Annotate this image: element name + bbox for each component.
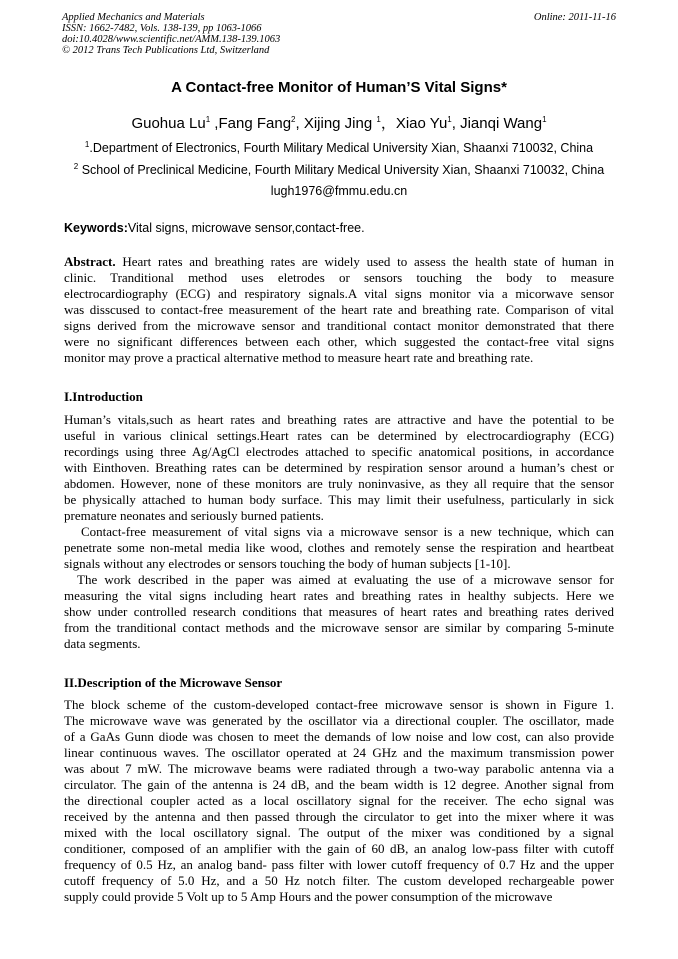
affiliation-2: [0, 162, 678, 178]
text-line: show under controlled research conditions that measures of heart rates and breathing rates derived: [64, 604, 614, 619]
separator: ，: [380, 115, 396, 132]
text-line: recordings using three Ag/AgCl electrodes attached to specific anatomical positions, in accordance: [64, 444, 614, 459]
text-line: circulator. The gain of the antenna is 24 dB, and the beam width is 12 degree. Another signal from: [64, 777, 614, 792]
journal-info: [62, 12, 280, 56]
author-affil-mark: 1: [447, 115, 452, 124]
text-line: useful in various clinical settings.Heart rates can be determined by electrocardiography (ECG): [64, 428, 614, 443]
author-affil-mark: 1: [205, 115, 211, 124]
author-list: [0, 114, 678, 134]
author: Guohua Lu: [131, 115, 206, 132]
text-line: [64, 254, 614, 270]
paper-title: A Contact-free Monitor of Human’S Vital Signs*: [171, 79, 507, 96]
author-affil-mark: 1: [376, 115, 381, 124]
text-line: mixed with the local oscillatory signal. The output of the mixer was conditioned by a signal: [64, 825, 614, 840]
keywords-label: Keywords:: [64, 221, 128, 235]
section2-body: [64, 697, 614, 905]
text-line: be physically attached to human body surface. This may limit their usefulness, particularly in sick: [64, 492, 614, 507]
text-line: signs derived from the microwave sensor and tranditional contact monitor demonstrated that there: [64, 318, 614, 333]
text-line: data segments.: [64, 636, 141, 651]
text-line: was disscused to contact-free measurement of the heart rate and breathing rate. Comparison of vital: [64, 302, 614, 317]
text-line: was about 7 mW. The microwave beams were radiated through a two-way parabolic antenna via a: [64, 761, 614, 776]
author: Fang Fang: [218, 115, 292, 132]
abstract-text: Heart rates and breathing rates are widely used to assess the health state of human in: [115, 254, 614, 269]
journal-name: Applied Mechanics and Materials: [62, 12, 205, 23]
affil-mark: 2: [73, 161, 79, 171]
text-line: were no significant differences between each other, which suggested the contact-free vital signs: [64, 334, 614, 349]
author: Jianqi Wang: [460, 115, 543, 132]
text-line: signals without any electrodes or sensors touching the body of human subjects [1-10].: [64, 556, 511, 571]
author: Xijing Jing: [303, 115, 377, 132]
text-line: premature neonates and seriously burned patients.: [64, 508, 324, 523]
text-line: Human’s vitals,such as heart rates and breathing rates are attractive and have the potential to be: [64, 412, 614, 427]
affil-text: School of Preclinical Medicine, Fourth Military Medical University Xian, Shaanxi 710032, China: [78, 163, 605, 177]
copyright: © 2012 Trans Tech Publications Ltd, Switzerland: [62, 45, 270, 56]
author-affil-mark: 1: [542, 115, 547, 124]
separator: ,: [295, 115, 304, 132]
text-line: Contact-free measurement of vital signs via a microwave sensor is a new technique, which can: [81, 524, 614, 539]
text-line: measuring the vital signs including heart rates and breathing rates in healthy subjects. Here we: [64, 588, 614, 603]
author: Xiao Yu: [395, 115, 448, 132]
section-heading-microwave-sensor: II.Description of the Microwave Sensor: [64, 675, 283, 690]
text-line: of a GaAs Gunn diode was chosen to meet the demands of low noise and low cost, can also provide: [64, 729, 614, 744]
doi: doi:10.4028/www.scientific.net/AMM.138-139.1063: [62, 34, 281, 45]
text-line: conditioner, composed of an amplifier with the gain of 60 dB, an analog low-pass filter with cutoff: [64, 841, 614, 856]
separator: ,: [451, 115, 461, 132]
text-line: The microwave wave was generated by the oscillator via a directional coupler. The oscillator, made: [64, 713, 614, 728]
text-line: The block scheme of the custom-developed contact-free microwave sensor is shown in Figure 1.: [64, 697, 614, 712]
affil-text: .Department of Electronics, Fourth Military Medical University Xian, Shaanxi 710032, China: [89, 141, 594, 155]
affiliation-1: [0, 140, 678, 156]
text-line: electrocardiography (ECG) and respiratory signals.A vital signs monitor via a micorwave sensor: [64, 286, 614, 301]
text-line: monitor may prove a practical alternative method to measure heart rate and breathing rate.: [64, 350, 534, 365]
text-line: abdomen. However, none of these monitors are truly noninvasive, as they all require that the sensor: [64, 476, 614, 491]
text-line: frequency of 0.5 Hz, an analog band- pass filter with lower cutoff frequency of 0.7 Hz and the upper: [64, 857, 614, 872]
author-affil-mark: 2: [291, 115, 296, 124]
introduction-body: [64, 412, 614, 652]
text-line: from the tranditional contact methods and the microwave sensor are similar by comparing 5-minute: [64, 620, 614, 635]
text-line: clinic. Tranditional method uses eletrodes or sensors touching the body to measure: [64, 270, 614, 285]
section-heading-introduction: I.Introduction: [64, 389, 143, 404]
text-line: penetrate some non-metal media like wood, clothes and remotely sense the respiration and heartbeat: [64, 540, 614, 555]
text-line: linear continuous waves. The oscillator operated at 24 GHz and the maximum transmission power: [64, 745, 614, 760]
affil-mark: 1: [84, 139, 90, 149]
text-line: supply could provide 5 Volt up to 5 Amp Hours and the power consumption of the microwave: [64, 889, 553, 904]
separator: ,: [210, 115, 219, 132]
text-line: cutoff frequency of 5.0 Hz, and a 50 Hz notch filter. The custom developed rechargeable power: [64, 873, 614, 888]
online-date: Online: 2011-11-16: [533, 12, 616, 23]
text-line: with Einthoven. Breathing rates can be determined by respiration sensor around a human’s chest or: [64, 460, 614, 475]
issn: ISSN: 1662-7482, Vols. 138-139, pp 1063-1066: [62, 23, 262, 34]
abstract: [64, 254, 614, 366]
text-line: The work described in the paper was aimed at evaluating the use of a microwave sensor for: [77, 572, 614, 587]
text-line: received by the antenna and then passed through the circulator to get into the mixer where it was: [64, 809, 614, 824]
abstract-label: Abstract.: [64, 254, 116, 269]
author-email[interactable]: lugh1976@fmmu.edu.cn: [270, 184, 408, 198]
keywords-text: Vital signs, microwave sensor,contact-free.: [127, 221, 365, 235]
keywords: [64, 220, 365, 236]
text-line: the directional coupler acted as a local oscillatory signal for the receiver. The echo signal was: [64, 793, 614, 808]
